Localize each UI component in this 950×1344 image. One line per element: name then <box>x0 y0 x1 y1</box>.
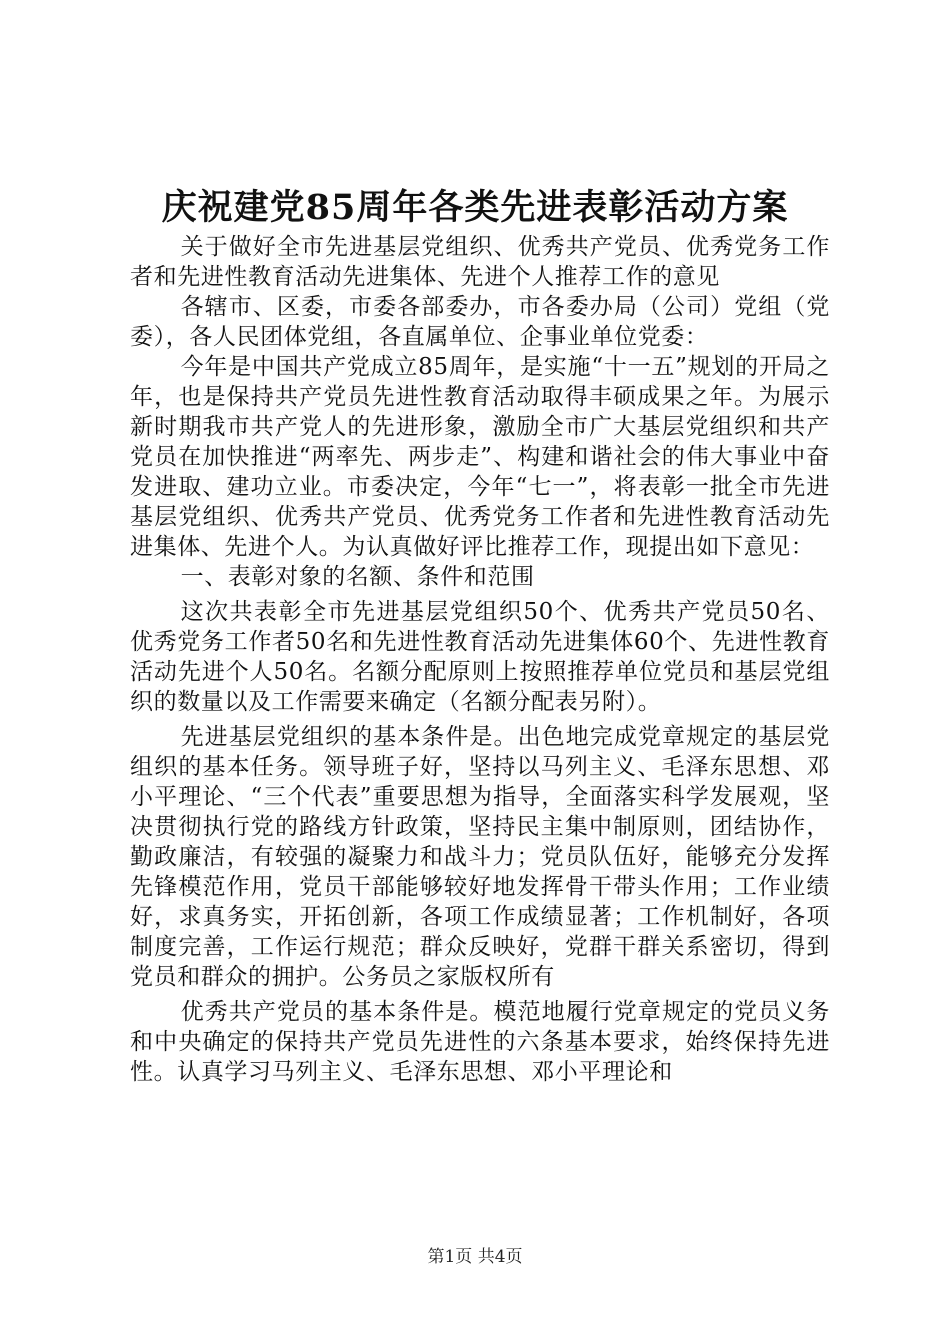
paragraph-subject: 关于做好全市先进基层党组织、优秀共产党员、优秀党务工作者和先进性教育活动先进集体、先进个人推荐工作的意见 <box>130 234 830 290</box>
section-heading: 一、表彰对象的名额、条件和范围 <box>180 564 535 590</box>
paragraph-member-criteria: 优秀共产党员的基本条件是。模范地履行党章规定的党员义务和中央确定的保持共产党员先进性的六条基本要求，始终保持先进性。认真学习马列主义、毛泽东思想、邓小平理论和 <box>130 999 830 1085</box>
paragraph-org-criteria: 先进基层党组织的基本条件是。出色地完成党章规定的基层党组织的基本任务。领导班子好，坚持以马列主义、毛泽东思想、邓小平理论、“三个代表”重要思想为指导，全面落实科学发展观，坚决贯彻执行党的路线方针政策，坚持民主集中制原则，团结协作，勤政廉洁，有较强的凝聚力和战斗力；党员队伍好，能够充分发挥先锋模范作用，党员干部能够较好地发挥骨干带头作用；工作业绩好，求真务实，开拓创新，各项工作成绩显著；工作机制好，各项制度完善，工作运行规范；群众反映好，党群干群关系密切，得到党员和群众的拥护。公务员之家版权所有 <box>130 724 830 990</box>
paragraph-addressees: 各辖市、区委，市委各部委办，市各委办局（公司）党组（党委），各人民团体党组，各直属单位、企事业单位党委： <box>130 294 830 350</box>
paragraph-quota: 这次共表彰全市先进基层党组织50个、优秀共产党员50名、优秀党务工作者50名和先进性教育活动先进集体60个、先进性教育活动先进个人50名。名额分配原则上按照推荐单位党员和基层党组织的数量以及工作需要来确定（名额分配表另附）。 <box>130 599 830 715</box>
paragraph-background: 今年是中国共产党成立85周年，是实施“十一五”规划的开局之年，也是保持共产党员先进性教育活动取得丰硕成果之年。为展示新时期我市共产党人的先进形象，激励全市广大基层党组织和共产党员在加快推进“两率先、两步走”、构建和谐社会的伟大事业中奋发进取、建功立业。市委决定，今年“七一”，将表彰一批全市先进基层党组织、优秀共产党员、优秀党务工作者和先进性教育活动先进集体、先进个人。为认真做好评比推荐工作，现提出如下意见： <box>130 354 830 560</box>
page-number: 第1页 共4页 <box>427 1247 523 1267</box>
document-body <box>130 232 830 1087</box>
document-title: 庆祝建党85周年各类先进表彰活动方案 <box>161 187 789 228</box>
